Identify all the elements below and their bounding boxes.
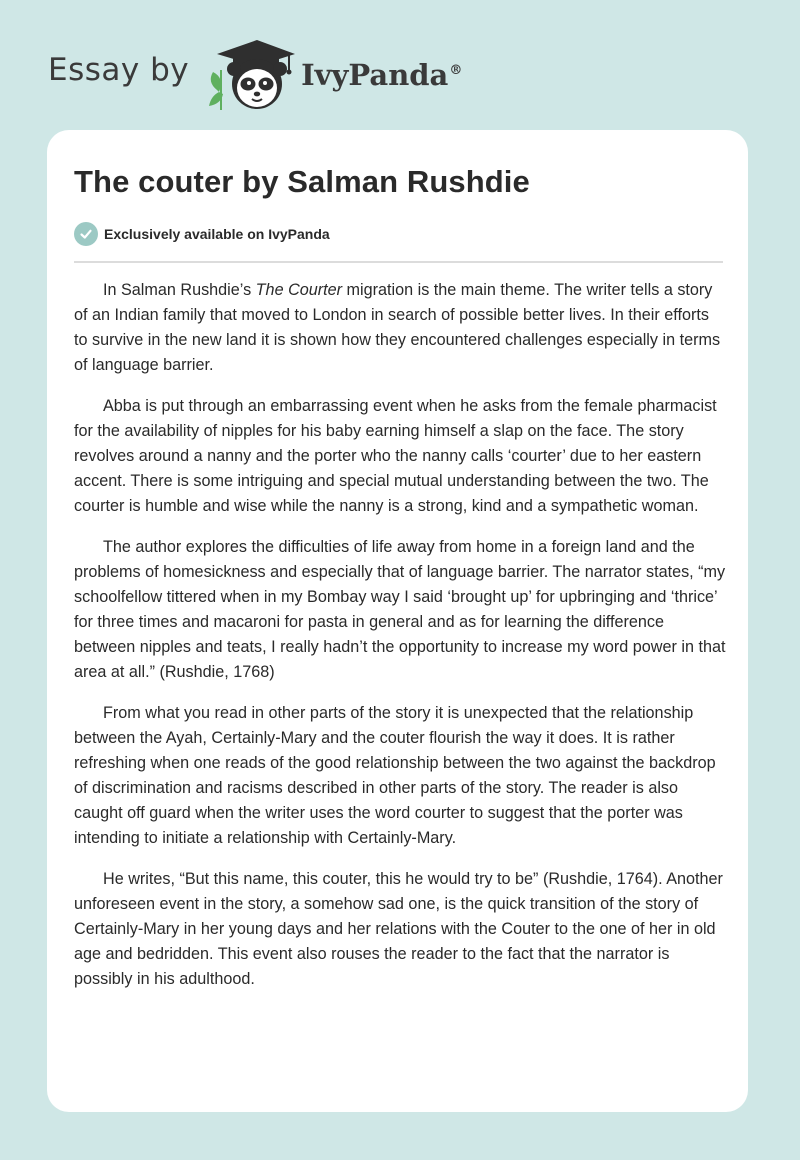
brand-name[interactable]: IvyPanda® [301,58,463,92]
book-title-italic: The Courter [255,281,343,299]
exclusive-badge-label: Exclusively available on IvyPanda [104,226,330,242]
essay-body [74,278,726,1008]
exclusive-badge [74,222,330,246]
panda-graduate-logo-icon[interactable] [203,36,295,112]
title-divider [74,261,723,263]
paragraph-3: The author explores the difficulties of life away from home in a foreign land and the problems of homesickness and especially that of language barrier. The narrator states, “my schoolfellow tittered when in my Bombay way I said ‘brought up’ for upbringing and ‘thrice’ for three times and macaroni for pasta in general and as for learning the difference between nipples and teats, I really hadn’t the opportunity to increase my word power in that area at all.” (Rushdie, 1768) [74,538,726,681]
essay-card [47,130,748,1112]
checkmark-icon [74,222,98,246]
essay-by-label: Essay by [48,52,190,88]
registered-mark: ® [449,63,463,79]
paragraph-2: Abba is put through an embarrassing event when he asks from the female pharmacist for the availability of nipples for his baby earning himself a slap on the face. The story revolves around a nanny and the porter who the nanny calls ‘courter’ due to her eastern accent. There is some intriguing and special mutual understanding between the two. The courter is humble and wise while the nanny is a strong, kind and a sympathetic woman. [74,397,717,515]
site-header [48,34,462,114]
page-title: The couter by Salman Rushdie [74,164,530,199]
paragraph-4: From what you read in other parts of the story it is unexpected that the relationship between the Ayah, Certainly-Mary and the couter flourish the way it does. It is rather refreshing when one reads of the good relationship between the two against the backdrop of discrimination and racisms described in other parts of the story. The reader is also caught off guard when the writer uses the word courter to suggest that the porter was intending to initiate a relationship with Certainly-Mary. [74,704,716,847]
paragraph-1: In Salman Rushdie’s The Courter migration is the main theme. The writer tells a story of an Indian family that moved to London in search of possible better lives. In their efforts to survive in the new land it is shown how they encountered challenges especially in terms of language barrier. [74,281,721,374]
paragraph-5: He writes, “But this name, this couter, this he would try to be” (Rushdie, 1764). Another unforeseen event in the story, a somehow sad one, is the quick transition of the story of Certainly-Mary in her young days and her relations with the Couter to the one of her in old age and bedridden. This event also rouses the reader to the fact that the narrator is possibly in his adulthood. [74,870,723,988]
